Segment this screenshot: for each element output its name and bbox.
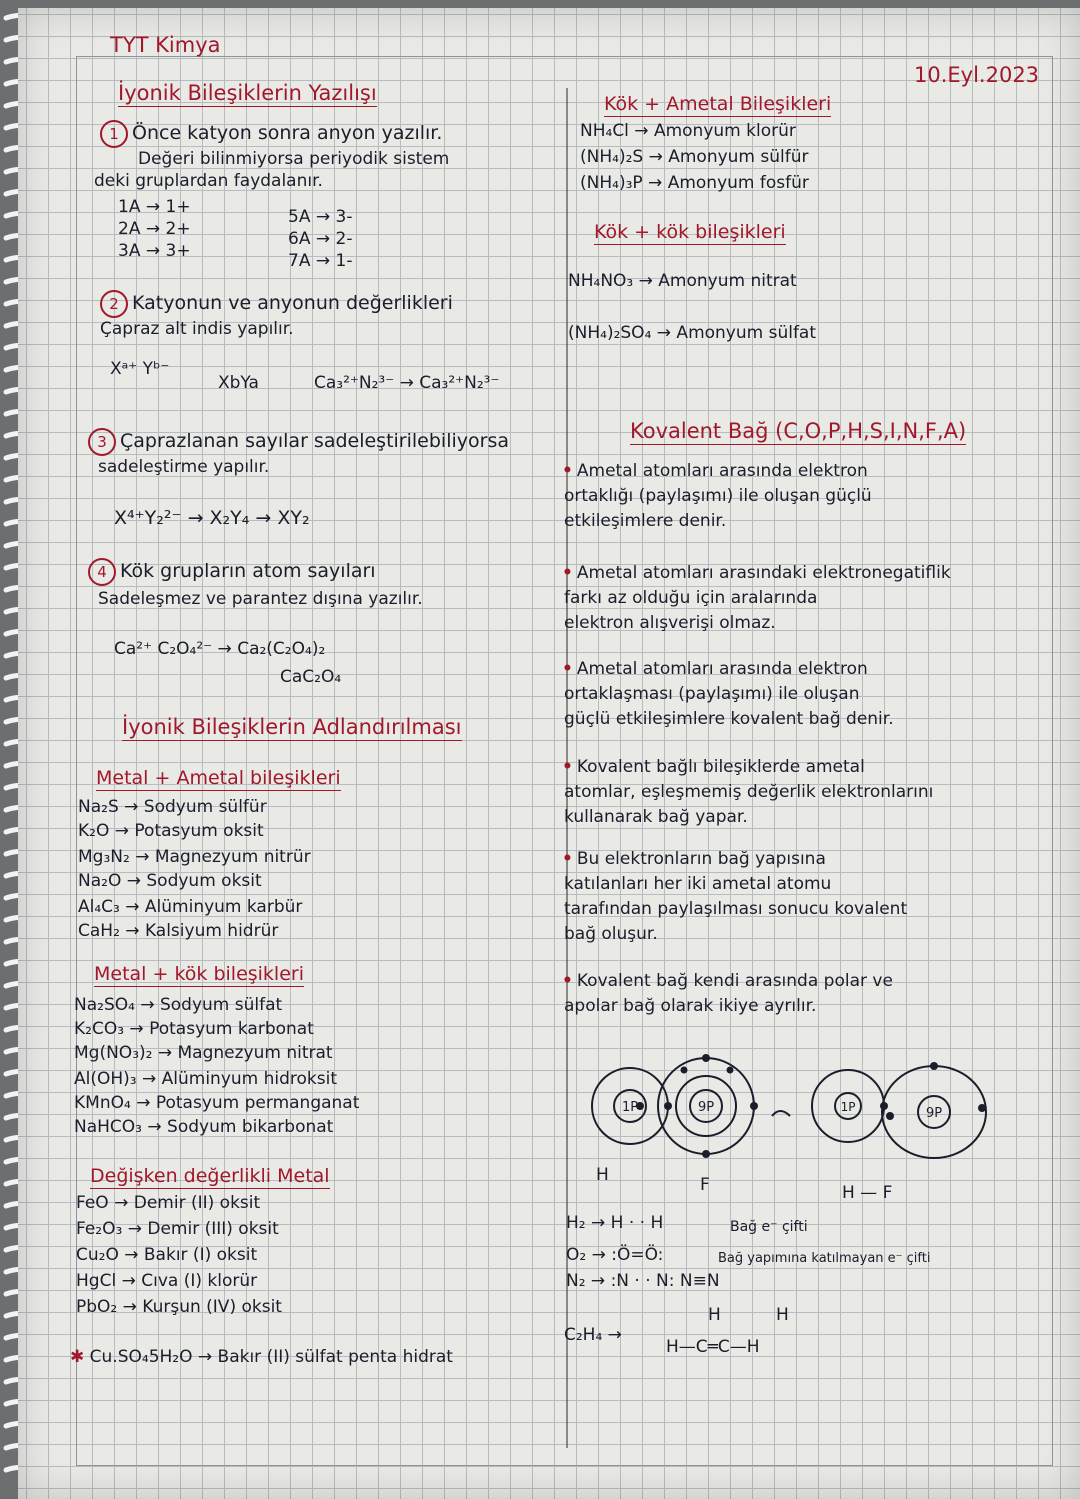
rule-3 xyxy=(88,428,509,456)
metal-kok-item: Al(OH)₃ → Alüminyum hidroksit xyxy=(74,1069,338,1089)
kovalent-bullet-line xyxy=(562,462,868,481)
bullet-text: apolar bağ olarak ikiye ayrılır. xyxy=(564,996,817,1016)
rule-4-number: 4 xyxy=(88,558,116,586)
reaction-arrow xyxy=(772,1111,790,1116)
rule-2-formula-2: XbYa xyxy=(218,373,259,393)
metal-ametal-item: CaH₂ → Kalsiyum hidrür xyxy=(78,921,279,941)
hf-f-nucleus-label: 9P xyxy=(925,1106,943,1121)
kovalent-bullet-line xyxy=(562,758,865,777)
degisken-item: HgCl → Cıva (I) klorür xyxy=(76,1271,258,1291)
metal-kok-item: KMnO₄ → Potasyum permanganat xyxy=(74,1093,360,1113)
kok-kok-title: Kök + kök bileşikleri xyxy=(594,221,786,243)
bullet-text: Kovalent bağ kendi arasında polar ve xyxy=(576,971,893,991)
c2h4-structure: H—C═C—H xyxy=(666,1337,760,1357)
rule-3-formula: X⁴⁺Y₂²⁻ → X₂Y₄ → XY₂ xyxy=(114,507,310,529)
n2-example: N₂ → :N · · N: N≡N xyxy=(566,1271,720,1291)
rule-2-number: 2 xyxy=(100,290,128,318)
bullet-dot-icon: • xyxy=(562,563,573,583)
degisken-item: Fe₂O₃ → Demir (III) oksit xyxy=(76,1219,279,1239)
f-nucleus-label: 9P xyxy=(697,1100,715,1115)
bullet-text: Bu elektronların bağ yapısına xyxy=(576,849,826,869)
bullet-text: elektron alışverişi olmaz. xyxy=(564,613,776,633)
rule-2-line-2: Çapraz alt indis yapılır. xyxy=(100,319,294,339)
kok-ametal-item: (NH₄)₃P → Amonyum fosfür xyxy=(580,173,809,193)
metal-ametal-item: Mg₃N₂ → Magnezyum nitrür xyxy=(78,847,311,867)
degisken-title: Değişken değerlikli Metal xyxy=(90,1165,330,1187)
bullet-text: Ametal atomları arasındaki elektronegatiflik xyxy=(576,563,951,583)
kovalent-bullet-line xyxy=(564,710,894,729)
hf-product-label: H — F xyxy=(842,1183,893,1203)
group-1a: 1A → 1+ xyxy=(118,197,191,217)
rule-2-line-1: Katyonun ve anyonun değerlikleri xyxy=(132,292,453,314)
bullet-text: Ametal atomları arasında elektron xyxy=(576,461,868,481)
rule-2-formula-1: Xᵃ⁺ Yᵇ⁻ xyxy=(110,359,170,379)
rule-1 xyxy=(100,120,442,148)
kovalent-bullet-line xyxy=(564,875,831,894)
bullet-text: katılanları her iki ametal atomu xyxy=(564,874,832,894)
rule-1-line-1: Önce katyon sonra anyon yazılır. xyxy=(132,122,443,144)
notebook-page xyxy=(18,8,1080,1499)
bullet-dot-icon: • xyxy=(562,971,573,991)
kok-ametal-item: NH₄Cl → Amonyum klorür xyxy=(580,121,796,141)
kovalent-bullet-line xyxy=(564,783,933,802)
bullet-dot-icon: • xyxy=(562,659,573,679)
c2h4-example: C₂H₄ → xyxy=(564,1325,622,1345)
kovalent-bullet-line xyxy=(564,685,859,704)
kok-ametal-item: (NH₄)₂S → Amonyum sülfür xyxy=(580,147,809,167)
metal-ametal-title: Metal + Ametal bileşikleri xyxy=(96,767,341,789)
metal-kok-item: Na₂SO₄ → Sodyum sülfat xyxy=(74,995,283,1015)
metal-kok-item: K₂CO₃ → Potasyum karbonat xyxy=(74,1019,314,1039)
kovalent-bullet-line xyxy=(564,900,907,919)
o2-note: Bağ yapımına katılmayan e⁻ çifti xyxy=(718,1251,931,1266)
group-7a: 7A → 1- xyxy=(288,251,353,271)
kovalent-bullet-line xyxy=(564,614,776,633)
page-title: TYT Kimya xyxy=(110,33,221,57)
metal-ametal-item: Na₂O → Sodyum oksit xyxy=(78,871,262,891)
h-atom-label: H xyxy=(596,1165,609,1185)
kovalent-bullet-line xyxy=(564,589,817,608)
degisken-item: PbO₂ → Kurşun (IV) oksit xyxy=(76,1297,282,1317)
rule-1-line-3: deki gruplardan faydalanır. xyxy=(94,171,323,191)
star-note-text: Cu.SO₄5H₂O → Bakır (II) sülfat penta hidrat xyxy=(89,1347,453,1367)
metal-ametal-item: Na₂S → Sodyum sülfür xyxy=(78,797,267,817)
rule-4-line-1: Kök grupların atom sayıları xyxy=(120,560,376,582)
rule-3-number: 3 xyxy=(88,428,116,456)
c2h4-top-h-left: H xyxy=(708,1305,721,1325)
o2-example: O₂ → :Ö=Ö: xyxy=(566,1245,664,1265)
rule-4 xyxy=(88,558,376,586)
group-6a: 6A → 2- xyxy=(288,229,353,249)
bullet-text: Ametal atomları arasında elektron xyxy=(576,659,868,679)
bullet-dot-icon: • xyxy=(562,849,573,869)
hf-h-nucleus-label: 1P xyxy=(840,1100,856,1114)
h2-note: Bağ e⁻ çifti xyxy=(730,1219,808,1235)
rule-1-line-2: Değeri bilinmiyorsa periyodik sistem xyxy=(138,149,450,169)
bullet-text: Kovalent bağlı bileşiklerde ametal xyxy=(576,757,865,777)
bullet-text: tarafından paylaşılması sonucu kovalent xyxy=(564,899,908,919)
kok-kok-item: NH₄NO₃ → Amonyum nitrat xyxy=(568,271,797,291)
kovalent-bullet-line xyxy=(562,972,893,991)
bullet-text: atomlar, eşleşmemiş değerlik elektronlarını xyxy=(564,782,934,802)
group-2a: 2A → 2+ xyxy=(118,219,191,239)
rule-3-line-2: sadeleştirme yapılır. xyxy=(98,457,270,477)
kovalent-bullet-line xyxy=(564,487,872,506)
rule-4-line-2: Sadeleşmez ve parantez dışına yazılır. xyxy=(98,589,423,609)
rule-2 xyxy=(100,290,453,318)
rule-3-line-1: Çaprazlanan sayılar sadeleştirilebiliyorsa xyxy=(120,430,509,452)
metal-kok-title: Metal + kök bileşikleri xyxy=(94,963,304,985)
bond-diagram xyxy=(558,1048,998,1208)
metal-ametal-item: Al₄C₃ → Alüminyum karbür xyxy=(78,897,303,917)
kovalent-bullet-line xyxy=(564,512,726,531)
bullet-text: farkı az olduğu için aralarında xyxy=(564,588,818,608)
h-nucleus-label: 1P xyxy=(621,1100,639,1115)
kovalent-bullet-line xyxy=(562,850,826,869)
c2h4-top-h-right: H xyxy=(776,1305,789,1325)
bullet-text: kullanarak bağ yapar. xyxy=(564,807,748,827)
bullet-dot-icon: • xyxy=(562,461,573,481)
metal-kok-item: NaHCO₃ → Sodyum bikarbonat xyxy=(74,1117,334,1137)
kovalent-bullet-line xyxy=(562,564,951,583)
section-title-naming: İyonik Bileşiklerin Adlandırılması xyxy=(122,716,462,741)
rule-1-number: 1 xyxy=(100,120,128,148)
kovalent-title: Kovalent Bağ (C,O,P,H,S,I,N,F,A) xyxy=(630,420,966,445)
bullet-text: ortaklığı (paylaşımı) ile oluşan güçlü xyxy=(564,486,872,506)
bullet-text: ortaklaşması (paylaşımı) ile oluşan xyxy=(564,684,860,704)
kovalent-bullet-line xyxy=(564,808,748,827)
rule-2-formula-3: Ca₃²⁺N₂³⁻ → Ca₃²⁺N₂³⁻ xyxy=(314,373,500,393)
kok-ametal-title: Kök + Ametal Bileşikleri xyxy=(604,93,832,115)
section-title-ionic-writing: İyonik Bileşiklerin Yazılışı xyxy=(118,82,377,107)
bullet-dot-icon: • xyxy=(562,757,573,777)
page-date: 10.Eyl.2023 xyxy=(914,63,1040,87)
kok-kok-item: (NH₄)₂SO₄ → Amonyum sülfat xyxy=(568,323,817,343)
star-note xyxy=(70,1348,453,1367)
kovalent-bullet-line xyxy=(564,997,816,1016)
h2-example: H₂ → H · · H xyxy=(566,1213,664,1233)
group-5a: 5A → 3- xyxy=(288,207,353,227)
degisken-item: FeO → Demir (II) oksit xyxy=(76,1193,261,1213)
degisken-item: Cu₂O → Bakır (I) oksit xyxy=(76,1245,258,1265)
bullet-text: bağ oluşur. xyxy=(564,924,658,944)
metal-kok-item: Mg(NO₃)₂ → Magnezyum nitrat xyxy=(74,1043,333,1063)
rule-4-formula-1: Ca²⁺ C₂O₄²⁻ → Ca₂(C₂O₄)₂ xyxy=(114,639,326,659)
bullet-text: etkileşimlere denir. xyxy=(564,511,727,531)
f-atom-label: F xyxy=(700,1175,710,1195)
group-3a: 3A → 3+ xyxy=(118,241,191,261)
star-icon: ✱ xyxy=(70,1347,85,1367)
metal-ametal-item: K₂O → Potasyum oksit xyxy=(78,821,264,841)
rule-4-formula-2: CaC₂O₄ xyxy=(280,667,342,687)
kovalent-bullet-line xyxy=(562,660,868,679)
kovalent-bullet-line xyxy=(564,925,658,944)
bullet-text: güçlü etkileşimlere kovalent bağ denir. xyxy=(564,709,894,729)
